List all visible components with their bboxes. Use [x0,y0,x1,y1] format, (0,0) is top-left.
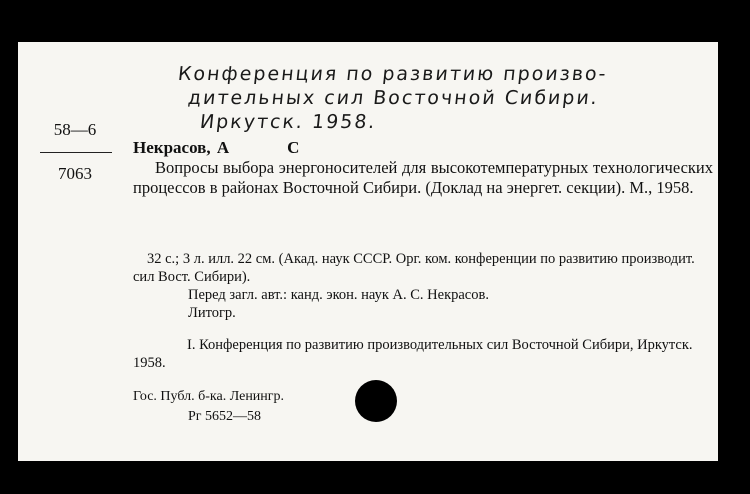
title-statement: Вопросы выбора энергоносителей для высокотемпературных технологических процессов в районах Восточной Сибири. (Доклад на энергет. секции). М., 1958. [133,158,713,197]
punch-hole [355,380,397,422]
library-line-2: Рг 5652—58 [188,409,262,424]
catalog-card [18,36,718,461]
author-initial: С [287,138,300,157]
tracing: I. Конференция по развитию производительных сил Восточной Сибири, Иркутск. 1958. [133,337,693,371]
shelfmark-divider [40,152,112,153]
handwritten-line-2: дительных сил Восточной Сибири. [186,87,601,109]
note-format: Литогр. [188,305,236,321]
author-name: Некрасов, А [133,138,230,157]
shelfmark-bottom: 7063 [58,164,92,183]
collation: 32 с.; 3 л. илл. 22 см. (Акад. наук СССР. Орг. ком. конференции по развитию производит. сил Вост. Сибири). [133,251,695,285]
note-author: Перед загл. авт.: канд. экон. наук А. С. Некрасов. [188,287,489,303]
library-line-1: Гос. Публ. б-ка. Ленингр. [133,389,285,404]
handwritten-line-3: Иркутск. 1958. [198,111,378,133]
author-heading [133,138,713,158]
handwritten-line-1: Конференция по развитию произво- [176,63,609,85]
shelfmark-top: 58—6 [53,120,97,139]
